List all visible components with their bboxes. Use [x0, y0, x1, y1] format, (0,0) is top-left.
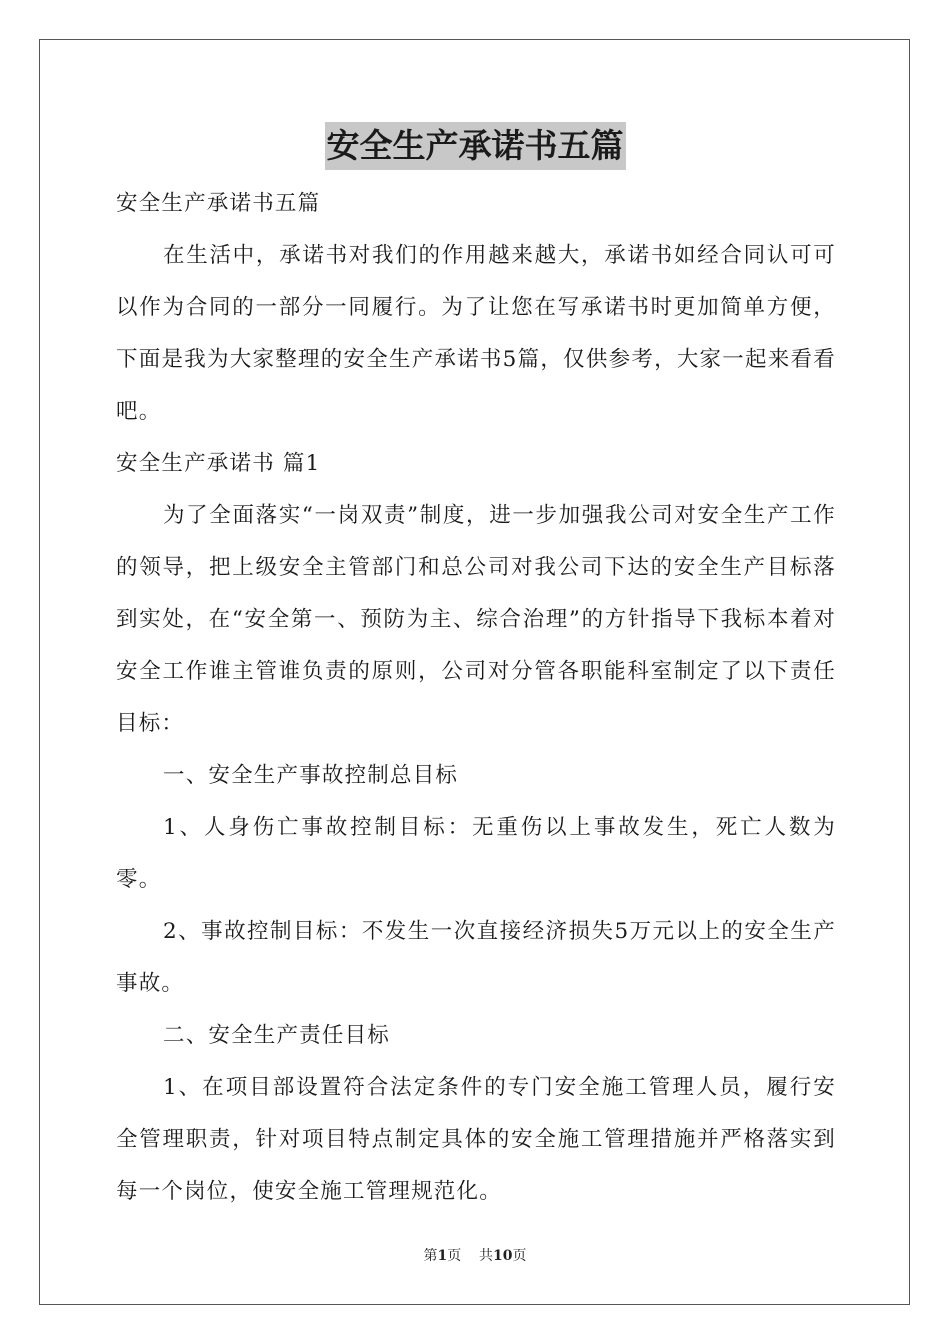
footer-total-prefix: 共 [479, 1248, 494, 1264]
page-footer [0, 1245, 950, 1265]
footer-total-suffix: 页 [512, 1248, 527, 1264]
subheading-accident-control: 一、安全生产事故控制总目标 [163, 763, 459, 788]
footer-page-number: 1 [437, 1248, 448, 1264]
paragraph-intro: 在生活中，承诺书对我们的作用越来越大，承诺书如经合同认可可以作为合同的一部分一同履行。为了让您在写承诺书时更加简单方便，下面是我为大家整理的安全生产承诺书5篇，仅供参考，大家一起来看看吧。 [116, 243, 836, 424]
list-item: 1、在项目部设置符合法定条件的专门安全施工管理人员，履行安全管理职责，针对项目特点制定具体的安全施工管理措施并严格落实到每一个岗位，使安全施工管理规范化。 [116, 1075, 836, 1204]
list-item: 1、人身伤亡事故控制目标：无重伤以上事故发生，死亡人数为零。 [116, 815, 836, 892]
footer-page-prefix: 第 [423, 1248, 438, 1264]
subheading-responsibility: 二、安全生产责任目标 [163, 1023, 391, 1048]
footer-page-suffix: 页 [447, 1248, 462, 1264]
list-item: 2、事故控制目标：不发生一次直接经济损失5万元以上的安全生产事故。 [116, 919, 836, 996]
footer-total-number: 10 [493, 1248, 513, 1264]
paragraph-body: 为了全面落实“一岗双责”制度，进一步加强我公司对安全生产工作的领导，把上级安全主管部门和总公司对我公司下达的安全生产目标落到实处，在“安全第一、预防为主、综合治理”的方针指导下我标本着对安全工作谁主管谁负责的原则，公司对分管各职能科室制定了以下责任目标： [116, 503, 836, 736]
document-body [116, 178, 836, 1218]
title-container [0, 122, 950, 170]
section-heading-1: 安全生产承诺书 篇1 [116, 451, 321, 476]
document-title: 安全生产承诺书五篇 [325, 122, 626, 170]
paragraph-subtitle: 安全生产承诺书五篇 [116, 191, 321, 216]
